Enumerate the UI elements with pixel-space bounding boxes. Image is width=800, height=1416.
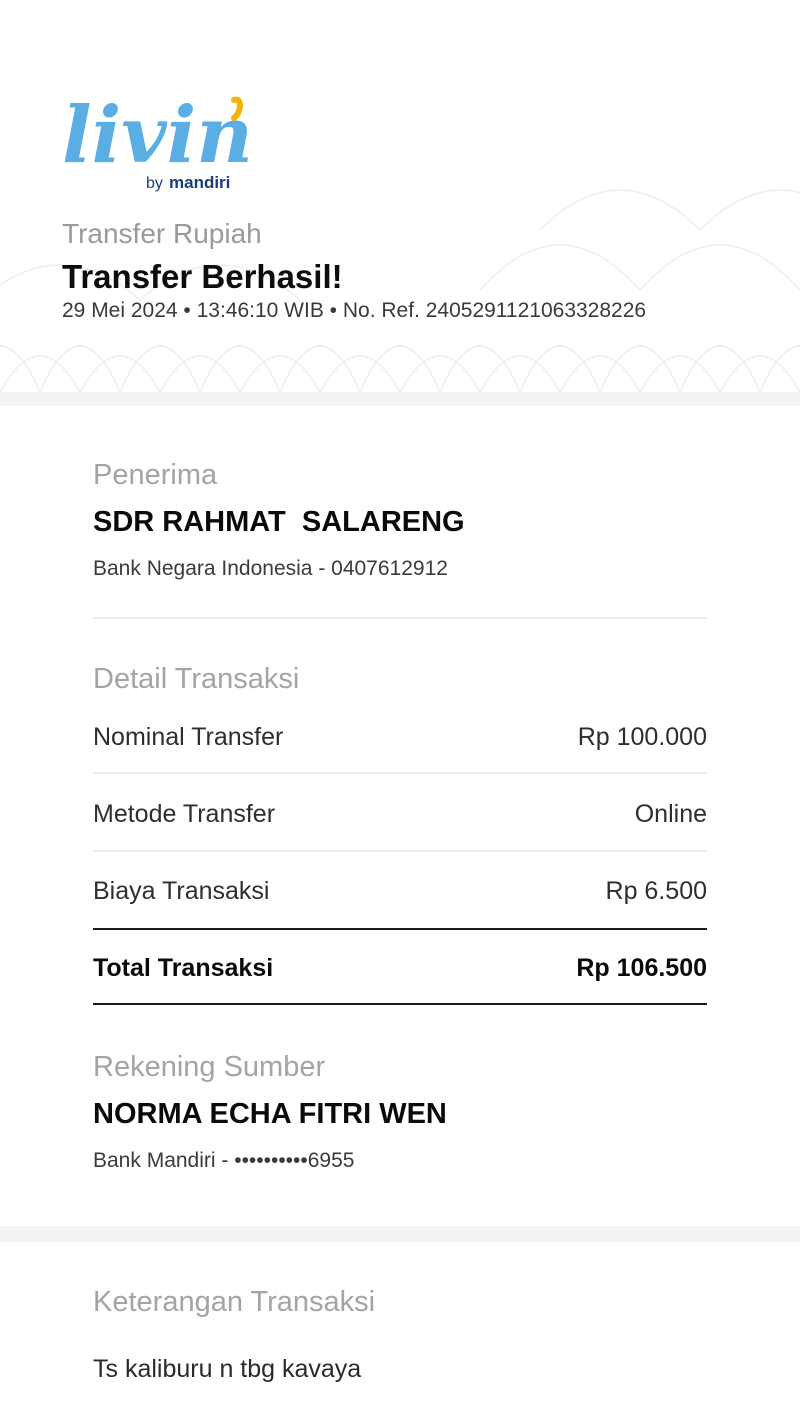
source-name: NORMA ECHA FITRI WEN — [93, 1098, 447, 1130]
transfer-method-value: Online — [634, 800, 707, 828]
total-transaction-value: Rp 106.500 — [576, 954, 707, 982]
notes-section-title: Keterangan Transaksi — [93, 1286, 376, 1318]
transaction-section-title: Detail Transaksi — [93, 663, 300, 695]
nominal-transfer-label: Nominal Transfer — [93, 723, 284, 751]
transfer-method-label: Metode Transfer — [93, 800, 276, 828]
section-separator — [0, 1226, 800, 1242]
section-separator — [0, 392, 800, 406]
recipient-bank-account: Bank Negara Indonesia - 0407612912 — [93, 557, 448, 580]
logo-by: by — [146, 175, 163, 192]
logo-wordmark: livin — [62, 90, 252, 181]
divider — [93, 617, 707, 619]
source-section-title: Rekening Sumber — [93, 1051, 326, 1083]
transaction-fee-value: Rp 6.500 — [605, 877, 707, 905]
divider — [93, 772, 707, 774]
receipt-header — [0, 0, 800, 392]
notes-text: Ts kaliburu n tbg kavaya — [93, 1355, 362, 1383]
logo-mandiri: mandiri — [169, 173, 231, 192]
total-transaction-label: Total Transaksi — [93, 954, 274, 982]
recipient-section-title: Penerima — [93, 459, 218, 491]
transfer-status-title: Transfer Berhasil! — [62, 258, 343, 295]
decorative-pattern — [0, 0, 800, 392]
total-divider-bottom — [93, 1003, 707, 1005]
recipient-name: SDR RAHMAT SALARENG — [93, 506, 465, 538]
transfer-meta: 29 Mei 2024 • 13:46:10 WIB • No. Ref. 2405291121063328226 — [62, 299, 647, 322]
transaction-fee-label: Biaya Transaksi — [93, 877, 270, 905]
source-bank-account: Bank Mandiri - ••••••••••6955 — [93, 1149, 355, 1172]
livin-mandiri-logo — [62, 82, 252, 194]
nominal-transfer-value: Rp 100.000 — [577, 723, 707, 751]
divider — [93, 850, 707, 852]
transfer-category: Transfer Rupiah — [62, 218, 262, 249]
total-divider-top — [93, 928, 707, 930]
